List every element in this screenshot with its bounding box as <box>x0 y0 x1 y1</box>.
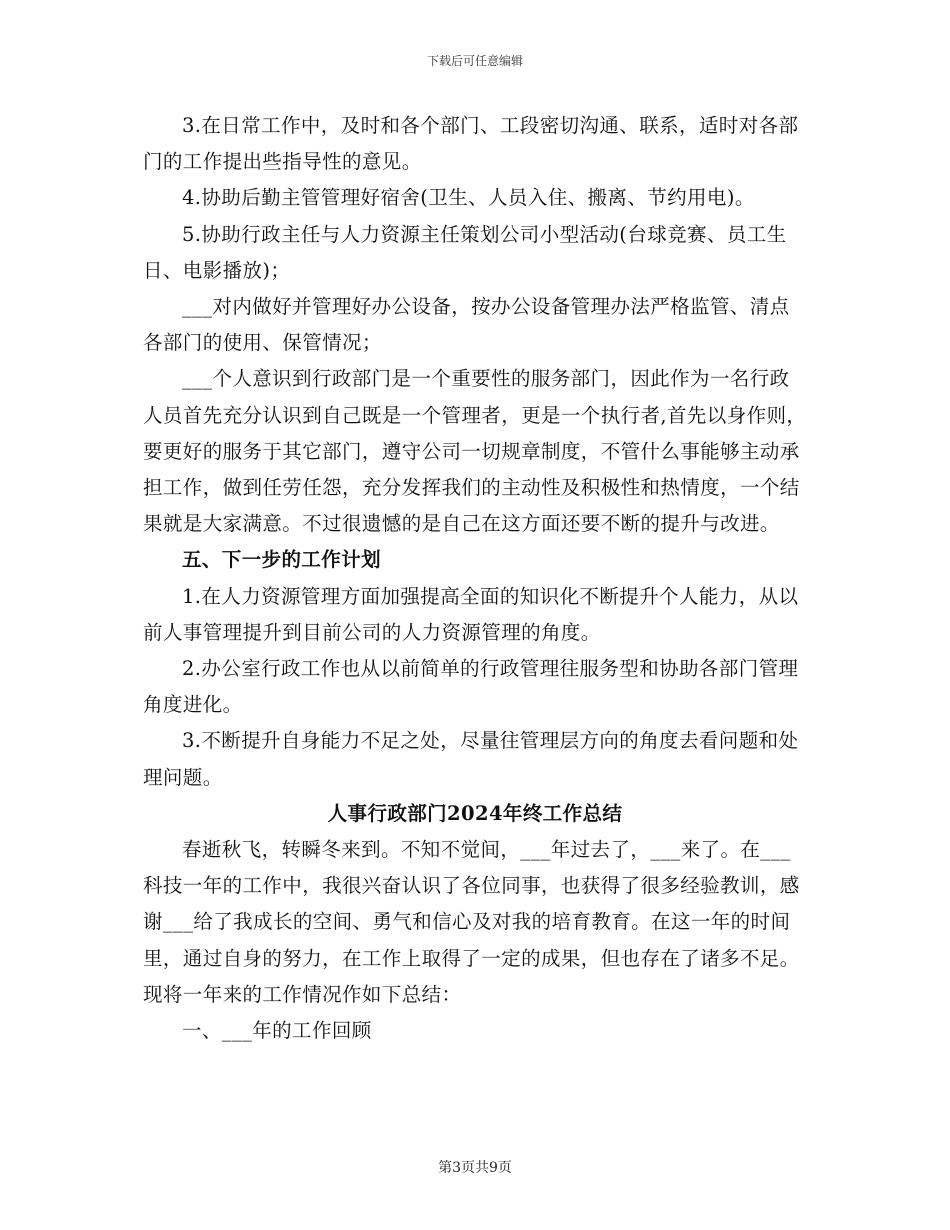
section-heading-next-plan: 五、下一步的工作计划 <box>182 548 382 572</box>
plan-item-2: 2.办公室行政工作也从以前简单的行政管理往服务型和协助各部门管理角度进化。 <box>143 657 799 717</box>
section-heading-review: 一、___年的工作回顾 <box>182 1019 372 1043</box>
document-title: 人事行政部门2024年终工作总结 <box>327 801 623 825</box>
paragraph-item-4: 4.协助后勤主管管理好宿舍(卫生、人员入住、搬离、节约用电)。 <box>182 186 755 210</box>
page-header: 下载后可任意编辑 <box>426 54 523 68</box>
paragraph-item-3: 3.在日常工作中，及时和各个部门、工段密切沟通、联系，适时对各部门的工作提出些指导性的意见。 <box>143 114 799 174</box>
page-footer: 第3页共9页 <box>438 1160 512 1176</box>
plan-item-3: 3.不断提升自身能力不足之处，尽量往管理层方向的角度去看问题和处理问题。 <box>143 729 799 789</box>
paragraph-intro: 春逝秋飞，转瞬冬来到。不知不觉间，___年过去了，___来了。在___科技一年的工作中，我很兴奋认识了各位同事，也获得了很多经验教训，感谢___给了我成长的空间、勇气和信心及对我的培育教育。在这一年的时间里，通过自身的努力，在工作上取得了一定的成果，但也存在了诸多不足。现将一年来的工作情况作如下总结： <box>143 838 800 1006</box>
document-body <box>143 108 807 1049</box>
plan-item-1: 1.在人力资源管理方面加强提高全面的知识化不断提升个人能力，从以前人事管理提升到目前公司的人力资源管理的角度。 <box>143 584 799 644</box>
paragraph-item-5: 5.协助行政主任与人力资源主任策划公司小型活动(台球竞赛、员工生日、电影播放)； <box>143 222 787 282</box>
paragraph-self-awareness: ___个人意识到行政部门是一个重要性的服务部门，因此作为一名行政人员首先充分认识到自己既是一个管理者，更是一个执行者,首先以身作则，要更好的服务于其它部门，遵守公司一切规章制度，不管什么事能够主动承担工作，做到任劳任怨，充分发挥我们的主动性及积极性和热情度，一个结果就是大家满意。不过很遗憾的是自己在这方面还要不断的提升与改进。 <box>143 367 807 536</box>
paragraph-office-equipment: ___对内做好并管理好办公设备，按办公设备管理办法严格监管、清点各部门的使用、保管情况； <box>143 295 790 355</box>
